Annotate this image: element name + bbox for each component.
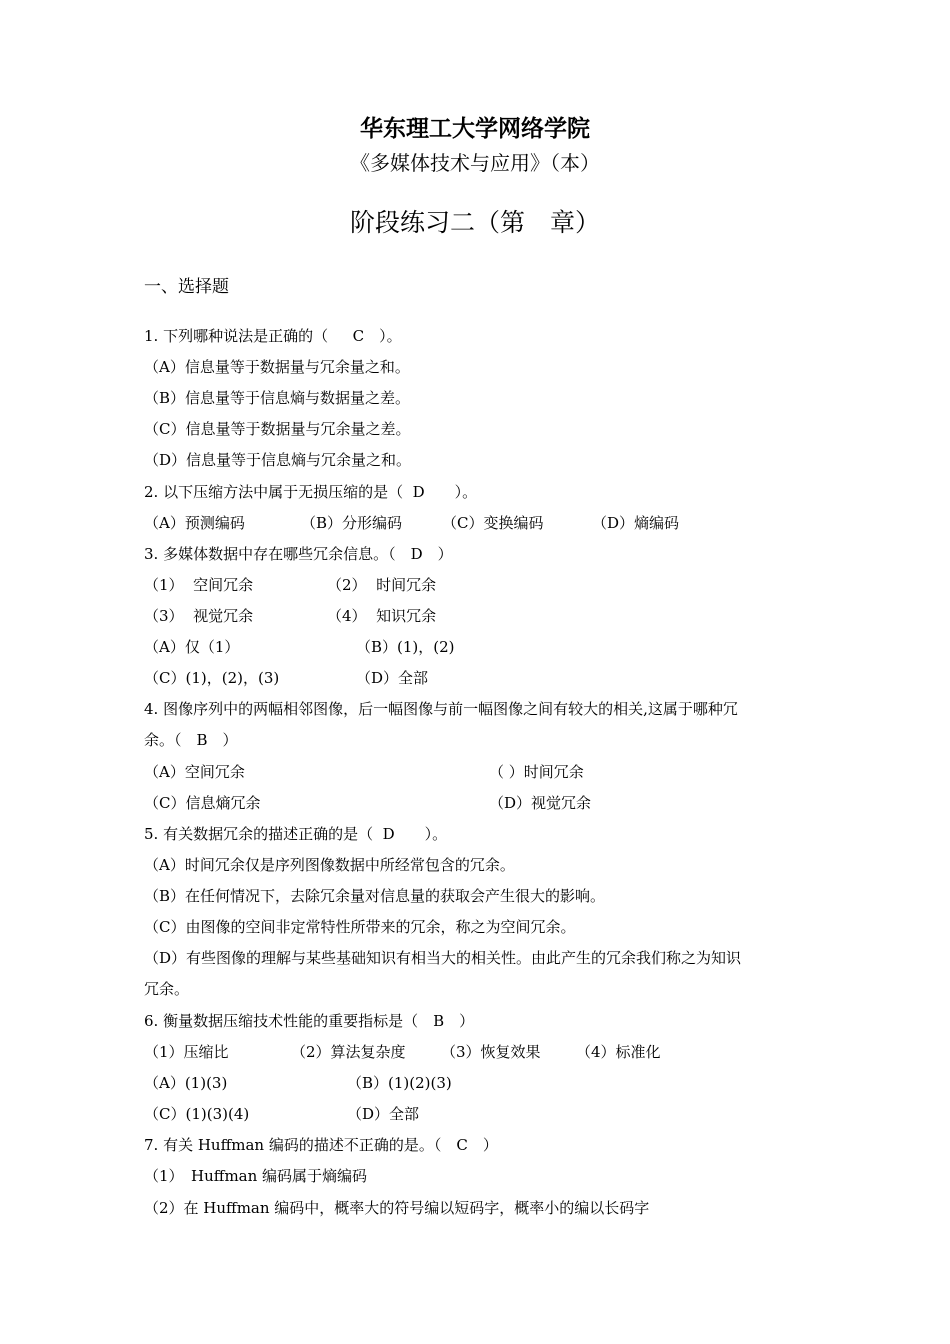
line-text: （ ）时间冗余 (489, 763, 584, 781)
school-title: 华东理工大学网络学院 (360, 116, 590, 142)
line-text: （B）分形编码 (301, 514, 403, 532)
line-text: （C）(1)(3)(4) (144, 1105, 250, 1123)
line-text: 3. 多媒体数据中存在哪些冗余信息。（ D ） (144, 545, 453, 563)
line-text: （C）信息熵冗余 (144, 794, 261, 812)
line-text: （C）由图像的空间非定常特性所带来的冗余，称之为空间冗余。 (144, 918, 576, 936)
line-text: 冗余。 (144, 980, 190, 998)
line-text: 5. 有关数据冗余的描述正确的是（ D ）。 (144, 825, 448, 843)
line-text: （D）视觉冗余 (489, 794, 592, 812)
line-text: （4）标准化 (576, 1043, 661, 1061)
exercise-title: 阶段练习二（第 章） (349, 208, 600, 237)
line-text: （C）变换编码 (442, 514, 544, 532)
line-text: （1） 空间冗余 (144, 576, 254, 594)
line-text: （C）(1)，(2)，(3) (144, 669, 280, 687)
line-text: 4. 图像序列中的两幅相邻图像，后一幅图像与前一幅图像之间有较大的相关,这属于哪种冗 (144, 700, 738, 718)
course-title: 《多媒体技术与应用》（本） (350, 151, 600, 175)
line-text: 2. 以下压缩方法中属于无损压缩的是（ D ）。 (144, 483, 478, 501)
line-text: （B）信息量等于信息熵与数据量之差。 (144, 389, 411, 407)
line-text: （D）信息量等于信息熵与冗余量之和。 (144, 451, 412, 469)
line-text: （B）(1)，(2) (356, 638, 455, 656)
line-text: （1） Huffman 编码属于熵编码 (144, 1167, 368, 1185)
line-text: （1）压缩比 (144, 1043, 229, 1061)
line-text: 1. 下列哪种说法是正确的（ C ）。 (144, 327, 402, 345)
line-text: （C）信息量等于数据量与冗余量之差。 (144, 420, 411, 438)
section-title: 一、选择题 (144, 277, 229, 297)
line-text: （2）算法复杂度 (291, 1043, 406, 1061)
line-text: （D）全部 (356, 669, 429, 687)
line-text: （3） 视觉冗余 (144, 607, 254, 625)
line-text: （4） 知识冗余 (327, 607, 437, 625)
line-text: （2）在 Huffman 编码中，概率大的符号编以短码字，概率小的编以长码字 (144, 1199, 650, 1217)
line-text: （A）时间冗余仅是序列图像数据中所经常包含的冗余。 (144, 856, 515, 874)
line-text: （A）预测编码 (144, 514, 245, 532)
line-text: （B）在任何情况下，去除冗余量对信息量的获取会产生很大的影响。 (144, 887, 606, 905)
line-text: 余。（ B ） (144, 731, 238, 749)
line-text: （2） 时间冗余 (327, 576, 437, 594)
line-text: （D）熵编码 (592, 514, 680, 532)
line-text: （A）空间冗余 (144, 763, 245, 781)
line-text: 6. 衡量数据压缩技术性能的重要指标是（ B ） (144, 1012, 475, 1030)
line-text: （3）恢复效果 (441, 1043, 541, 1061)
line-text: （B）(1)(2)(3) (347, 1074, 452, 1092)
line-text: （A）(1)(3) (144, 1074, 228, 1092)
line-text: （A）信息量等于数据量与冗余量之和。 (144, 358, 410, 376)
line-text: （D）有些图像的理解与某些基础知识有相当大的相关性。由此产生的冗余我们称之为知识 (144, 949, 742, 967)
line-text: 7. 有关 Huffman 编码的描述不正确的是。（ C ） (144, 1136, 498, 1154)
line-text: （D）全部 (347, 1105, 420, 1123)
line-text: （A）仅（1） (144, 638, 240, 656)
